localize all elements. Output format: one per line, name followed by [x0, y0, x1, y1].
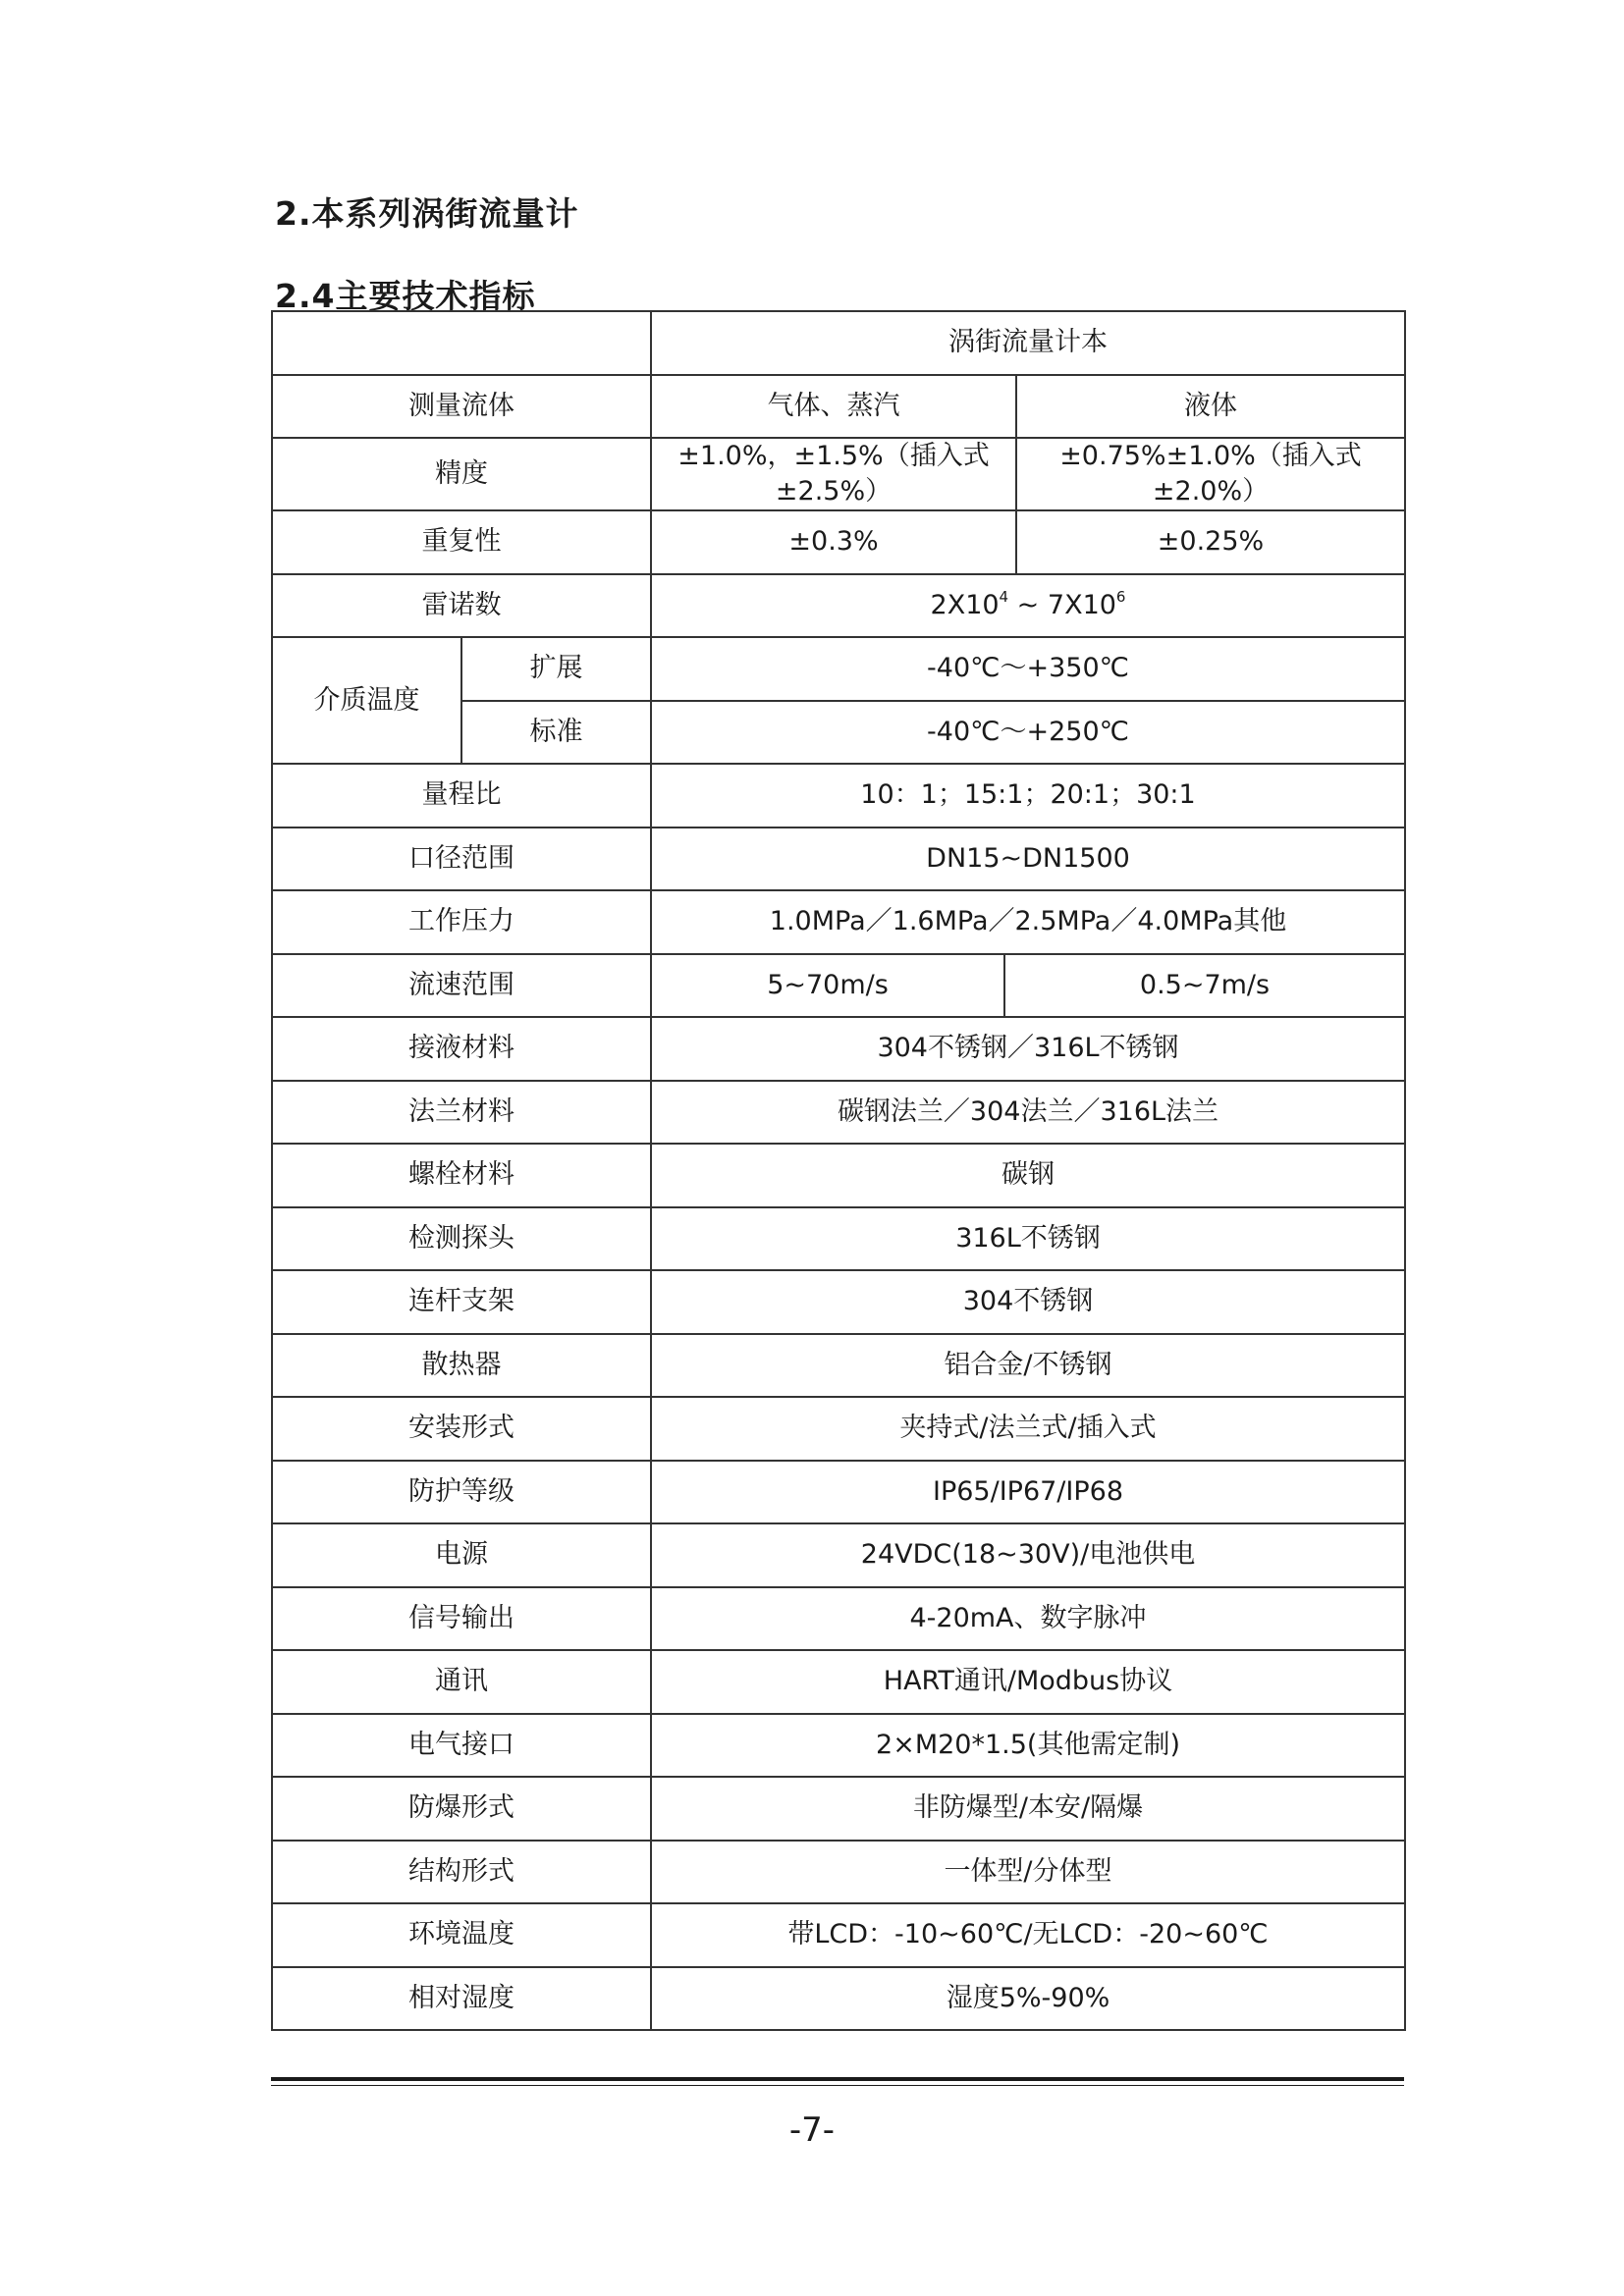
row-value: 湿度5%-90% — [651, 1967, 1405, 2031]
row-label: 测量流体 — [272, 375, 651, 439]
row-value: 夹持式/法兰式/插入式 — [651, 1397, 1405, 1461]
spec-table — [271, 310, 1406, 2031]
row-value: 碳钢法兰／304法兰／316L法兰 — [651, 1081, 1405, 1145]
row-label: 螺栓材料 — [272, 1144, 651, 1207]
liquid-cell: 液体 — [1016, 375, 1405, 439]
table-row — [272, 510, 1405, 574]
sub-label: 标准 — [461, 701, 651, 765]
row-label: 精度 — [272, 438, 651, 510]
row-label: 电气接口 — [272, 1714, 651, 1778]
reynolds-separator: ~ — [1008, 589, 1048, 620]
reynolds-low-exp: 4 — [999, 587, 1009, 606]
table-row — [272, 1967, 1405, 2031]
row-value: 304不锈钢／316L不锈钢 — [651, 1017, 1405, 1081]
row-label: 防爆形式 — [272, 1777, 651, 1841]
table-row — [272, 1587, 1405, 1651]
table-row — [272, 637, 1405, 701]
row-label: 通讯 — [272, 1650, 651, 1714]
gas-cell: 气体、蒸汽 — [651, 375, 1016, 439]
row-value: 1.0MPa／1.6MPa／2.5MPa／4.0MPa其他 — [651, 890, 1405, 954]
row-label: 流速范围 — [272, 954, 651, 1018]
gas-cell: ±1.0%，±1.5%（插入式±2.5%） — [651, 438, 1016, 510]
table-row — [272, 1461, 1405, 1524]
table-row — [272, 1841, 1405, 1904]
row-value: -40℃～+250℃ — [651, 701, 1405, 765]
table-row — [272, 1270, 1405, 1334]
table-row — [272, 574, 1405, 638]
table-row — [272, 954, 1405, 1018]
table-row — [272, 1714, 1405, 1778]
table-row — [272, 1081, 1405, 1145]
table-row — [272, 1207, 1405, 1271]
table-row — [272, 1903, 1405, 1967]
liquid-cell: ±0.75%±1.0%（插入式±2.0%） — [1016, 438, 1405, 510]
table-row — [272, 1397, 1405, 1461]
table-row — [272, 1650, 1405, 1714]
table-row — [272, 1777, 1405, 1841]
row-value: HART通讯/Modbus协议 — [651, 1650, 1405, 1714]
row-value: 316L不锈钢 — [651, 1207, 1405, 1271]
row-label: 电源 — [272, 1523, 651, 1587]
table-row — [272, 764, 1405, 828]
table-row — [272, 890, 1405, 954]
header-empty-cell — [272, 311, 651, 375]
reynolds-value — [651, 574, 1405, 638]
row-label: 结构形式 — [272, 1841, 651, 1904]
row-value: 10：1；15:1；20:1；30:1 — [651, 764, 1405, 828]
row-label: 口径范围 — [272, 828, 651, 891]
bottom-rule-thick — [271, 2077, 1404, 2081]
row-label: 环境温度 — [272, 1903, 651, 1967]
table-header-row — [272, 311, 1405, 375]
row-value: 铝合金/不锈钢 — [651, 1334, 1405, 1398]
table-row — [272, 1334, 1405, 1398]
table-row — [272, 1523, 1405, 1587]
row-label: 信号输出 — [272, 1587, 651, 1651]
gas-cell: ±0.3% — [651, 510, 1016, 574]
table-row — [272, 1017, 1405, 1081]
row-label: 介质温度 — [272, 637, 461, 764]
reynolds-high-base: 7X10 — [1047, 589, 1116, 620]
row-value: 4-20mA、数字脉冲 — [651, 1587, 1405, 1651]
row-value: 碳钢 — [651, 1144, 1405, 1207]
gas-cell: 5~70m/s — [651, 954, 1004, 1018]
row-label: 防护等级 — [272, 1461, 651, 1524]
row-label: 连杆支架 — [272, 1270, 651, 1334]
row-value: 2×M20*1.5(其他需定制) — [651, 1714, 1405, 1778]
row-label: 检测探头 — [272, 1207, 651, 1271]
row-label: 散热器 — [272, 1334, 651, 1398]
reynolds-low-base: 2X10 — [930, 589, 1000, 620]
row-label: 安装形式 — [272, 1397, 651, 1461]
table-row — [272, 438, 1405, 510]
reynolds-high-exp: 6 — [1115, 587, 1126, 606]
row-value: 24VDC(18~30V)/电池供电 — [651, 1523, 1405, 1587]
row-value: -40℃～+350℃ — [651, 637, 1405, 701]
row-label: 重复性 — [272, 510, 651, 574]
row-value: 一体型/分体型 — [651, 1841, 1405, 1904]
row-value: 304不锈钢 — [651, 1270, 1405, 1334]
row-value: DN15~DN1500 — [651, 828, 1405, 891]
section-heading: 2.本系列涡街流量计 — [275, 194, 579, 233]
page-number: -7- — [788, 2110, 836, 2150]
row-value: 带LCD：-10~60℃/无LCD：-20~60℃ — [651, 1903, 1405, 1967]
row-label: 法兰材料 — [272, 1081, 651, 1145]
row-label: 工作压力 — [272, 890, 651, 954]
header-cell: 涡街流量计本 — [651, 311, 1405, 375]
row-value: IP65/IP67/IP68 — [651, 1461, 1405, 1524]
row-value: 非防爆型/本安/隔爆 — [651, 1777, 1405, 1841]
table-row — [272, 1144, 1405, 1207]
row-label: 接液材料 — [272, 1017, 651, 1081]
row-label: 相对湿度 — [272, 1967, 651, 2031]
table-row — [272, 375, 1405, 439]
row-label: 量程比 — [272, 764, 651, 828]
subsection-heading: 2.4主要技术指标 — [275, 277, 536, 315]
bottom-rule-thin — [271, 2085, 1404, 2086]
liquid-cell: 0.5~7m/s — [1004, 954, 1405, 1018]
row-label: 雷诺数 — [272, 574, 651, 638]
liquid-cell: ±0.25% — [1016, 510, 1405, 574]
table-row — [272, 828, 1405, 891]
sub-label: 扩展 — [461, 637, 651, 701]
